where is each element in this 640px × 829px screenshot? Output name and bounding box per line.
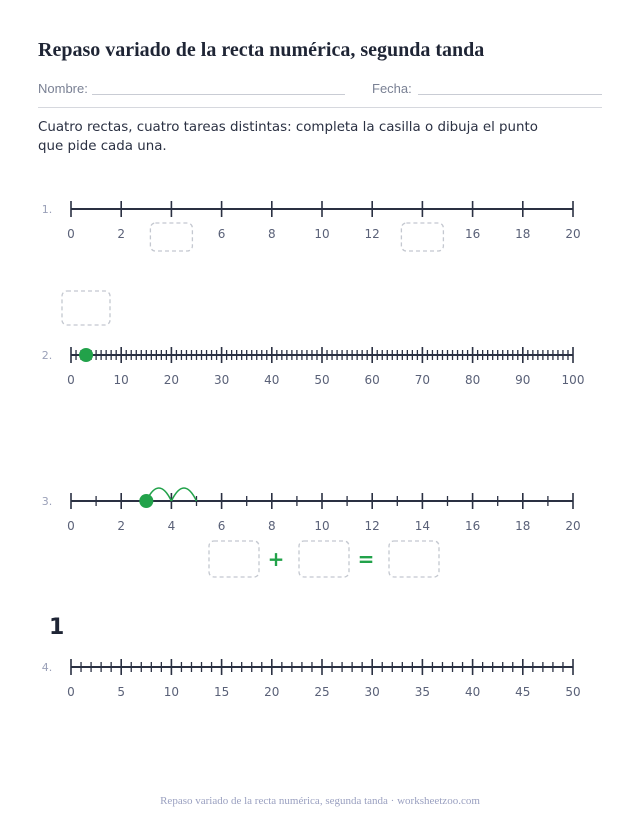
name-label: Nombre:: [38, 81, 88, 96]
problem-number: 3.: [41, 495, 53, 508]
tick-label: 12: [364, 519, 380, 533]
tick-label: 10: [314, 519, 330, 533]
tick-label: 25: [314, 685, 330, 699]
tick-label: 8: [267, 519, 276, 533]
tick-label: 50: [314, 373, 330, 387]
marked-point: [139, 494, 153, 508]
tick-label: 10: [163, 685, 180, 699]
tick-label: 16: [464, 519, 481, 533]
tick-label: 10: [113, 373, 129, 387]
tick-label: 6: [217, 227, 226, 241]
tick-label: 20: [565, 519, 581, 533]
tick-label: 30: [364, 685, 380, 699]
tick-label: 0: [67, 685, 75, 699]
tick-label: 40: [464, 685, 481, 699]
tick-label: 14: [414, 519, 431, 533]
tick-label: 20: [565, 227, 581, 241]
tick-label: 70: [414, 373, 431, 387]
tick-label: 80: [464, 373, 481, 387]
tick-label: 35: [414, 685, 431, 699]
tick-label: 50: [565, 685, 581, 699]
date-label: Fecha:: [372, 81, 412, 96]
tick-label: 90: [515, 373, 531, 387]
tick-label: 12: [364, 227, 380, 241]
problem-number: 4.: [41, 661, 53, 674]
problem-number: 1.: [41, 203, 53, 216]
worksheet-title: Repaso variado de la recta numérica, segunda tanda: [38, 39, 485, 61]
plus-sign: +: [267, 547, 285, 571]
instructions: Cuatro rectas, cuatro tareas distintas: completa la casilla o dibuja el punto que pide cada una.: [38, 120, 538, 154]
problem-number: 2.: [41, 349, 53, 362]
tick-label: 30: [213, 373, 230, 387]
tick-label: 8: [267, 227, 276, 241]
tick-label: 20: [264, 685, 280, 699]
target-value-prompt: 1: [49, 615, 65, 640]
point-value-answer-box[interactable]: [62, 291, 110, 325]
tick-label: 2: [117, 519, 126, 533]
sum-answer-box[interactable]: [389, 541, 439, 577]
tick-label: 0: [67, 519, 75, 533]
tick-label: 18: [515, 519, 531, 533]
tick-label: 20: [163, 373, 180, 387]
tick-label: 18: [515, 227, 531, 241]
tick-label: 6: [217, 519, 226, 533]
addend-answer-box[interactable]: [299, 541, 349, 577]
tick-label: 40: [264, 373, 280, 387]
tick-label: 10: [314, 227, 330, 241]
footer: Repaso variado de la recta numérica, segunda tanda · worksheetzoo.com: [160, 795, 480, 807]
missing-label-answer-box[interactable]: [150, 223, 192, 251]
tick-label: 45: [515, 685, 531, 699]
tick-label: 0: [67, 227, 75, 241]
tick-label: 15: [213, 685, 230, 699]
tick-label: 4: [167, 519, 176, 533]
tick-label: 100: [561, 373, 585, 387]
tick-label: 60: [364, 373, 380, 387]
missing-label-answer-box[interactable]: [401, 223, 443, 251]
tick-label: 5: [117, 685, 126, 699]
tick-label: 16: [464, 227, 481, 241]
jump-arc: [171, 488, 196, 501]
tick-label: 2: [117, 227, 126, 241]
addend-answer-box[interactable]: [209, 541, 259, 577]
equals-sign: =: [357, 547, 375, 571]
marked-point: [79, 348, 93, 362]
tick-label: 0: [67, 373, 75, 387]
